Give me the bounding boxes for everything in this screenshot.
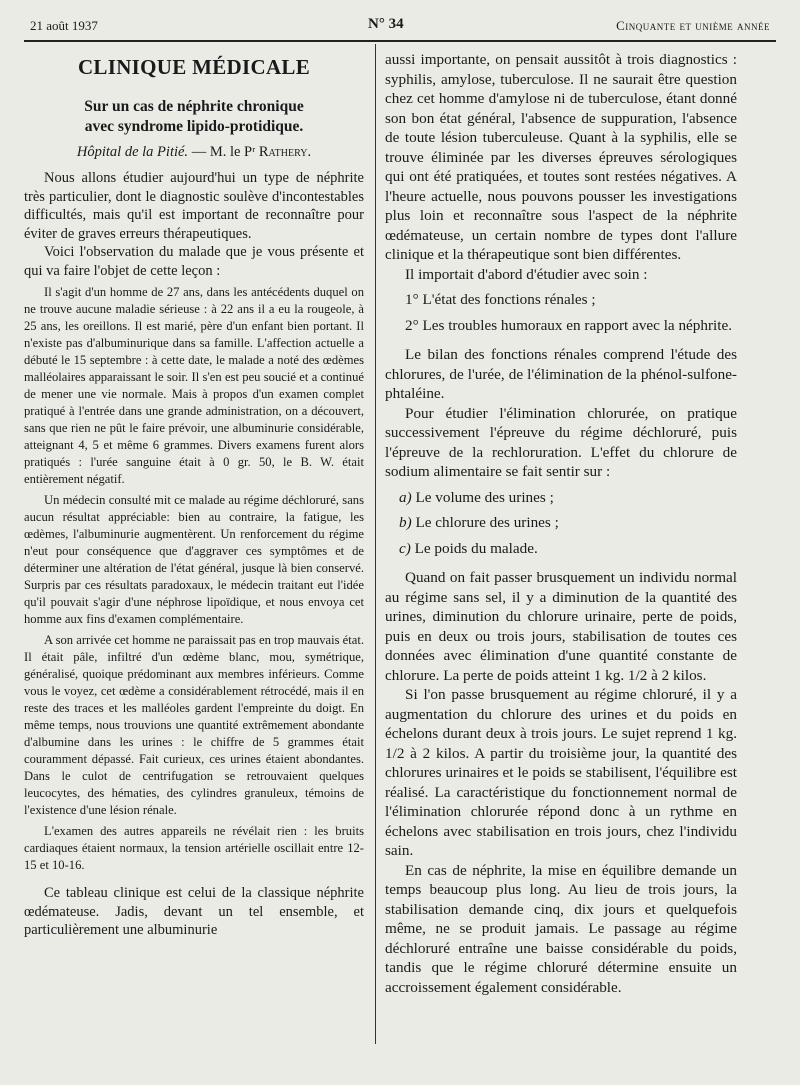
article-title-line-2: avec syndrome lipido-protidique. bbox=[84, 117, 304, 135]
author-name: Rathery. bbox=[258, 143, 312, 160]
list-marker-c: c) bbox=[399, 539, 411, 557]
case-paragraph-3: A son arrivée cet homme ne paraissait pas en trop mauvais état. Il était pâle, infiltré d'un œdème blanc, mou, symétrique, généralisé, quoique prédominant aux membres inférieurs. Comme vous le voyez, cet œdème a considérablement rétrocédé, mais il en reste des traces et les malléoles gardent l'empreinte du doigt. En même temps, nous trouvions une quantité extrêmement abondante d'albumine dans les urines : le chiffre de 5 grammes était couramment dépassé. Fait curieux, ces urines étaient abondantes. Dans le culot de centrifugation se retrouvaient quelques leucocytes, des hématies, des cylindres granuleux, témoins de l'existence d'une lésion rénale. bbox=[24, 633, 364, 817]
paragraph-renal-function: Le bilan des fonctions rénales comprend l'étude des chlorures, de l'urée, de l'élimination de la phénol-sulfone-phtaléine. bbox=[385, 346, 737, 402]
article-byline bbox=[24, 143, 364, 162]
paragraph-normal-subject: Quand on fait passer brusquement un individu normal au régime sans sel, il y a diminution de la quantité des urines, diminution du chlorure urinaire, perte de poids, puis en deux ou trois jours, stabilisation de toutes ces données avec élimination d'une quantité constante de chlorure. La perte de poids atteint 1 kg. 1/2 à 2 kilos. bbox=[385, 569, 737, 684]
case-paragraph-2: Un médecin consulté mit ce malade au régime déchloruré, sans aucun résultat appréciable: bien au contraire, la fatigue, les œdèmes, l'albuminurie augmentèrent. Un renforcement du régime n'eut pour conséquence que d'aggraver ces symptômes et de déterminer une altération de l'état général, jusque là bien conservé. Surpris par ces résultats paradoxaux, le médecin traitant eut l'idée qu'il pouvait s'agir d'une néphrose lipoïdique, et nous envoya cet homme aux fins d'examen complémentaire. bbox=[24, 493, 364, 626]
issue-date: 21 août 1937 bbox=[30, 18, 98, 33]
paragraph-nephritis-case: En cas de néphrite, la mise en équilibre demande un temps beaucoup plus long. Au lieu de trois jours, la stabilisation demande cinq, dix jours et quelquefois même, ne se produit jamais. Le passage au régime déchloruré entraîne une baisse considérable du poids, tandis que le régime chloruré détermine ensuite un accroissement également considérable. bbox=[385, 861, 737, 996]
case-paragraph-1: Il s'agit d'un homme de 27 ans, dans les antécédents duquel on ne trouve aucune maladie sérieuse : à 22 ans il a eu la rougeole, à 25 ans, les oreillons. Il est marié, père d'un enfant bien portant. Il n'existe pas d'albuminurique dans sa famille. L'affection actuelle a débuté le 15 septembre : à cette date, le malade a noté des œdèmes malléolaires apparaissant le soir. Il s'en est peu soucié et a continué de mener une vie normale. Mais à propos d'un examen complet pratiqué à l'entrée dans une grande administration, on a découvert, sans que rien ne pût le faire prévoir, une albuminurie considérable, atteignant 4, 5 et même 6 grammes. Divers examens furent alors pratiqués : l'urée sanguine était à 0 gr. 50, le B. W. était entièrement négatif. bbox=[24, 285, 364, 486]
list-text-a: Le volume des urines ; bbox=[415, 488, 554, 506]
list-item-b bbox=[385, 513, 737, 533]
paragraph-observation: Voici l'observation du malade que je vous présente et qui va faire l'objet de cette leçon : bbox=[24, 244, 364, 279]
article-title-line-1: Sur un cas de néphrite chronique bbox=[84, 97, 304, 115]
left-column bbox=[24, 50, 364, 940]
list-item-2: 2° Les troubles humoraux en rapport avec la néphrite. bbox=[405, 316, 733, 334]
section-title: CLINIQUE MÉDICALE bbox=[77, 55, 311, 79]
list-marker-b: b) bbox=[399, 514, 412, 531]
list-marker-a: a) bbox=[399, 488, 412, 506]
case-paragraph-4: L'examen des autres appareils ne révélait rien : les bruits cardiaques étaient normaux, la tension artérielle oscillait entre 12-15 et 10-16. bbox=[24, 824, 364, 872]
column-divider bbox=[375, 44, 376, 1044]
list-item-c bbox=[385, 539, 737, 559]
author-prefix: — M. le Pʳ bbox=[191, 143, 256, 160]
paragraph-chloride-test: Pour étudier l'élimination chlorurée, on pratique successivement l'épreuve du régime déchloruré, puis l'épreuve de la rechloruration. L'effet du chlorure de sodium alimentaire se fait sentir sur : bbox=[385, 404, 737, 480]
list-text-b: Le chlorure des urines ; bbox=[415, 514, 559, 531]
paragraph-study-intro: Il importait d'abord d'étudier avec soin : bbox=[405, 265, 648, 283]
list-text-c: Le poids du malade. bbox=[414, 539, 538, 557]
publication-year: Cinquante et unième année bbox=[616, 18, 770, 33]
paragraph-chlorurated-regime: Si l'on passe brusquement au régime chloruré, il y a augmentation du chlorure des urines et du poids en échelons durant deux à trois jours. Le sujet reprend 1 kg. 1/2 à 2 kilos. A partir du troisième jour, la quantité des chlorures urinaires et le poids se stabilisent, l'équilibre est réalisé. La caractéristique du fonctionnement normal de l'élimination chlorurée répond donc à un rythme en échelons avec stabilisation en trois jours, chez l'individu sain. bbox=[385, 686, 737, 859]
paragraph-clinical-picture: Ce tableau clinique est celui de la classique néphrite œdémateuse. Jadis, devant un tel ensemble, et particulièrement une albuminurie bbox=[24, 885, 364, 938]
list-item-a bbox=[385, 488, 737, 508]
running-header bbox=[30, 16, 770, 38]
hospital-name: Hôpital de la Pitié. bbox=[76, 143, 189, 160]
paragraph-intro: Nous allons étudier aujourd'hui un type de néphrite très particulier, dont le diagnostic soulève d'incontestables difficultés, mais qu'il est important de reconnaître pour éviter de graves erreurs thérapeutiques. bbox=[24, 170, 364, 242]
right-column bbox=[385, 50, 737, 997]
list-item-1: 1° L'état des fonctions rénales ; bbox=[405, 291, 596, 308]
paragraph-continuation: aussi importante, on pensait aussitôt à trois diagnostics : syphilis, amylose, tuberculose. Il ne saurait être question chez cet homme d'amylose ni de tuberculose, étant donné son bon état général, l'absence de suppuration, l'absence de toute lésion tuberculeuse. Quant à la syphilis, elle se trouve éliminée par les diverses épreuves sérologiques qui ont été pratiquées, et toutes sont restées négatives. A l'heure actuelle, nous pouvons pousser les investigations plus loin et reconnaître sous l'aspect de la néphrite œdémateuse, un certain nombre de types dont l'allure clinique et la thérapeutique sont bien différentes. bbox=[385, 51, 737, 263]
header-rule bbox=[24, 40, 776, 42]
issue-number: N° 34 bbox=[368, 16, 404, 32]
